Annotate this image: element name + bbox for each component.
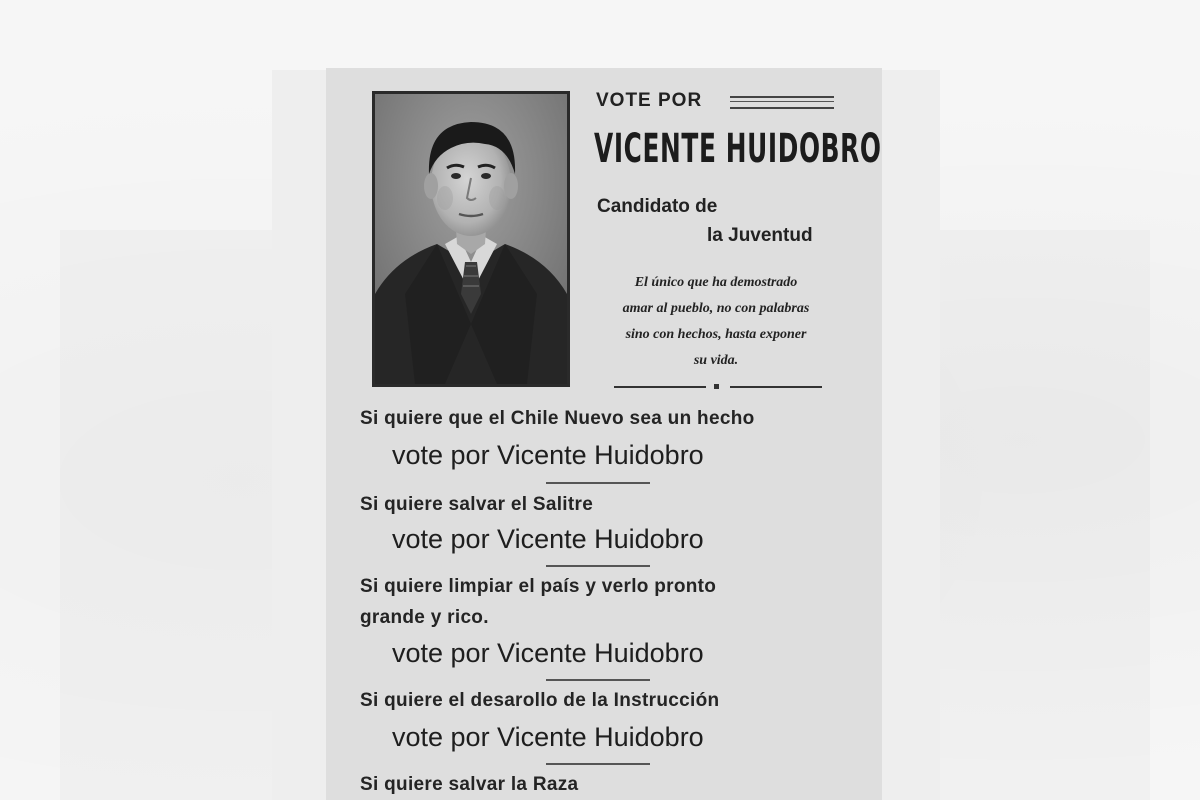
portrait-illustration bbox=[375, 94, 567, 384]
separator-rule bbox=[546, 482, 650, 484]
separator-rule bbox=[546, 565, 650, 567]
pitch-line: Si quiere limpiar el país y verlo pronto bbox=[360, 576, 717, 597]
separator-rule bbox=[546, 763, 650, 765]
candidate-portrait-photo bbox=[372, 91, 570, 387]
pitch-line: grande y rico. bbox=[360, 607, 489, 628]
pitch-line: Si quiere que el Chile Nuevo sea un hecho bbox=[360, 408, 755, 429]
ornamental-divider bbox=[614, 384, 822, 390]
pitch-line: Si quiere salvar la Raza bbox=[360, 774, 579, 795]
vote-por-heading: VOTE POR bbox=[596, 90, 703, 111]
separator-rule bbox=[546, 679, 650, 681]
decorative-rule bbox=[730, 96, 834, 109]
candidate-subtitle-line-1: Candidato de bbox=[597, 196, 718, 217]
vote-line: vote por Vicente Huidobro bbox=[392, 722, 704, 752]
faded-background-artifact bbox=[930, 230, 1150, 800]
motto-line: amar al pueblo, no con palabras bbox=[622, 301, 810, 316]
candidate-motto bbox=[594, 270, 838, 374]
candidate-name: VICENTE HUIDOBRO bbox=[594, 126, 882, 172]
vote-line: vote por Vicente Huidobro bbox=[392, 440, 704, 470]
vote-line: vote por Vicente Huidobro bbox=[392, 638, 704, 668]
motto-line: sino con hechos, hasta exponer bbox=[625, 327, 807, 342]
pitch-line: Si quiere salvar el Salitre bbox=[360, 494, 594, 515]
candidate-subtitle-line-2: la Juventud bbox=[707, 225, 813, 246]
pitch-line: Si quiere el desarollo de la Instrucción bbox=[360, 690, 720, 711]
campaign-flyer bbox=[326, 68, 882, 800]
vote-line: vote por Vicente Huidobro bbox=[392, 524, 704, 554]
motto-line: El único que ha demostrado bbox=[634, 275, 798, 290]
motto-line: su vida. bbox=[693, 353, 739, 368]
